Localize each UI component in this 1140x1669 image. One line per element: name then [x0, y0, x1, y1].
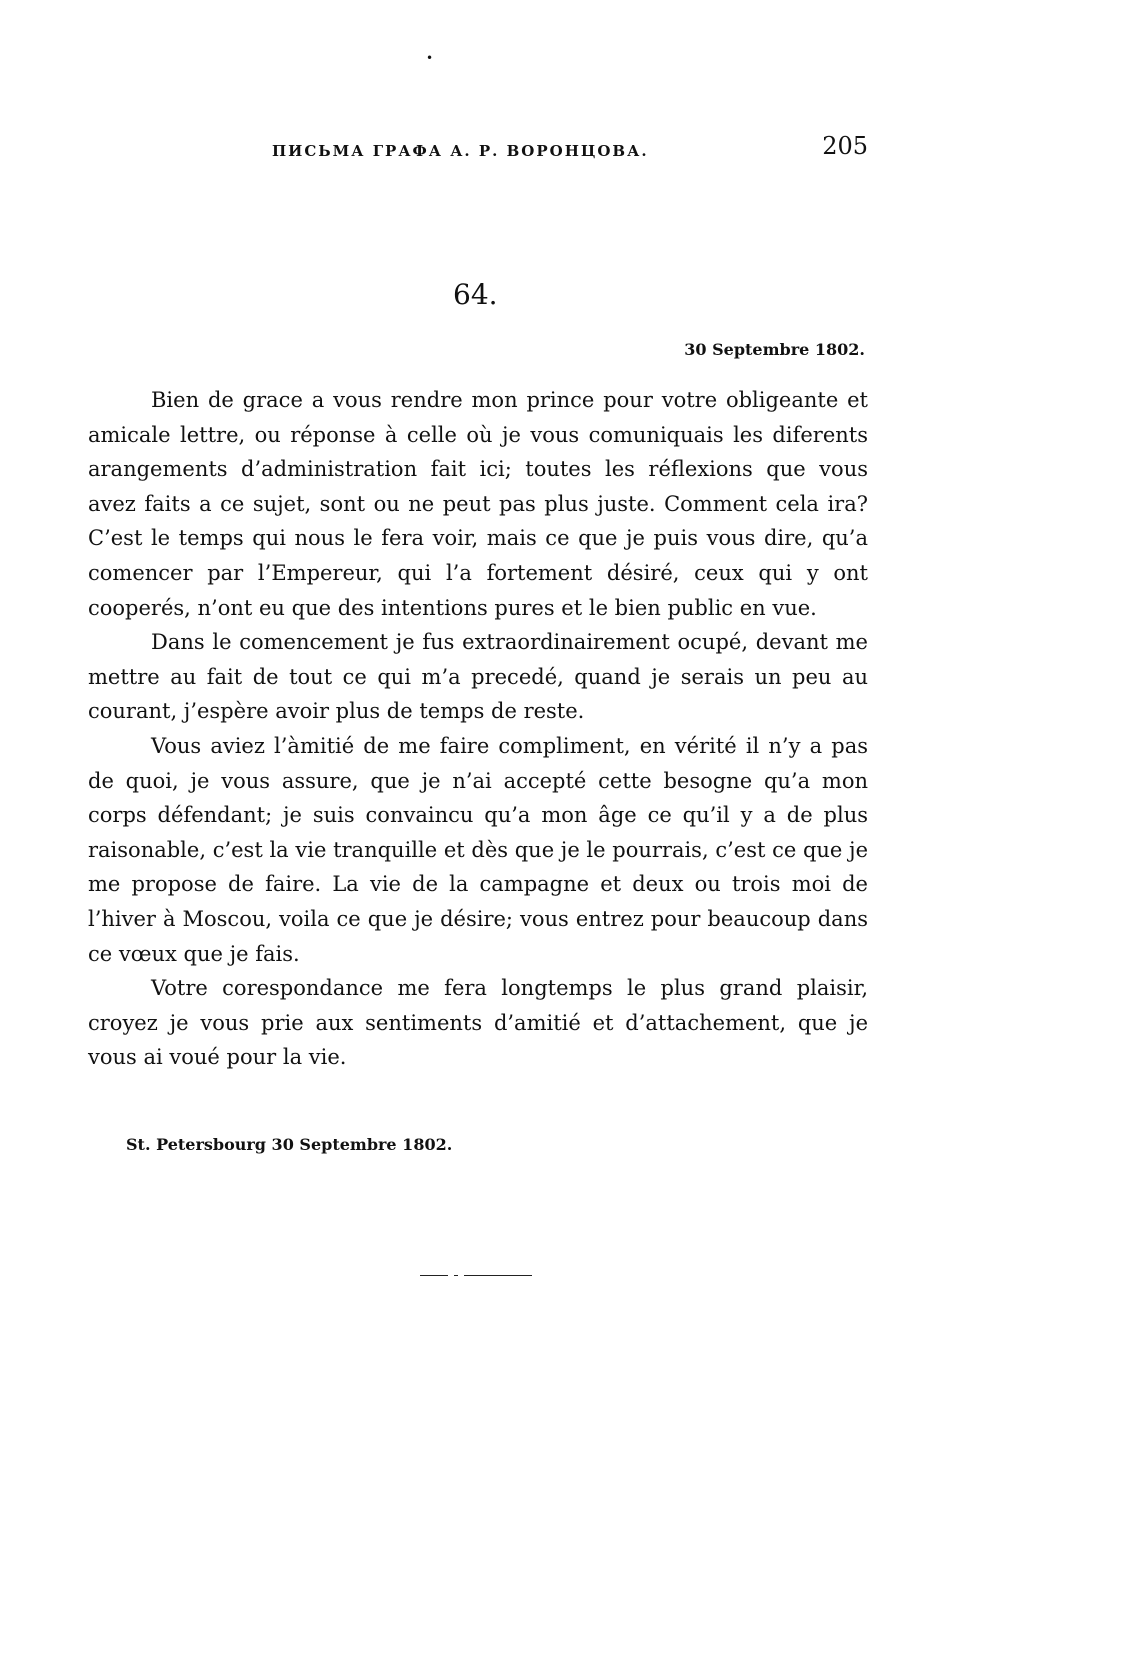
running-title: ПИСЬМА ГРАФА А. Р. ВОРОНЦОВА. [272, 142, 649, 160]
page-number: 205 [822, 132, 868, 160]
paragraph-1: Bien de grace a vous rendre mon prince pour votre obligeante et amicale lettre, ou réponse à celle où je vous comuniquais les diferents arangements d’administration fait ici; toutes les réflexions que vous avez faits a ce sujet, sont ou ne peut pas plus juste. Comment cela ira? C’est le temps qui nous le fera voir, mais ce que je puis vous dire, qu’a comencer par l’Empereur, qui l’a fortement désiré, ceux qui y ont cooperés, n’ont eu que des intentions pures et le bien public en vue. [88, 388, 868, 620]
letter-date: 30 Septembre 1802. [684, 340, 865, 359]
print-speck-top: • [426, 51, 434, 65]
end-rule [420, 1272, 532, 1280]
paragraph-2: Dans le comencement je fus extraordinairement ocupé, devant me mettre au fait de tout ce qui m’a precedé, quand je serais un peu au courant, j’espère avoir plus de temps de reste. [88, 630, 868, 724]
letter-number: 64. [453, 278, 498, 311]
paragraph-3: Vous aviez l’àmitié de me faire compliment, en vérité il n’y a pas de quoi, je vous assure, que je n’ai accepté cette besogne qu’a mon corps défendant; je suis convaincu qu’a mon âge ce qu’il y a de plus raisonable, c’est la vie tranquille et dès que je le pourrais, c’est ce que je me propose de faire. La vie de la campagne et deux ou trois moi de l’hiver à Moscou, voila ce que je désire; vous entrez pour beaucoup dans ce vœux que je fais. [88, 733, 868, 966]
signature-place-date: St. Petersbourg 30 Septembre 1802. [126, 1135, 453, 1154]
running-head [88, 132, 868, 172]
paragraph-4: Votre corespondance me fera longtemps le plus grand plaisir, croyez je vous prie aux sentiments d’amitié et d’attachement, que je vous ai voué pour la vie. [88, 976, 868, 1070]
letter-body [88, 383, 868, 1075]
